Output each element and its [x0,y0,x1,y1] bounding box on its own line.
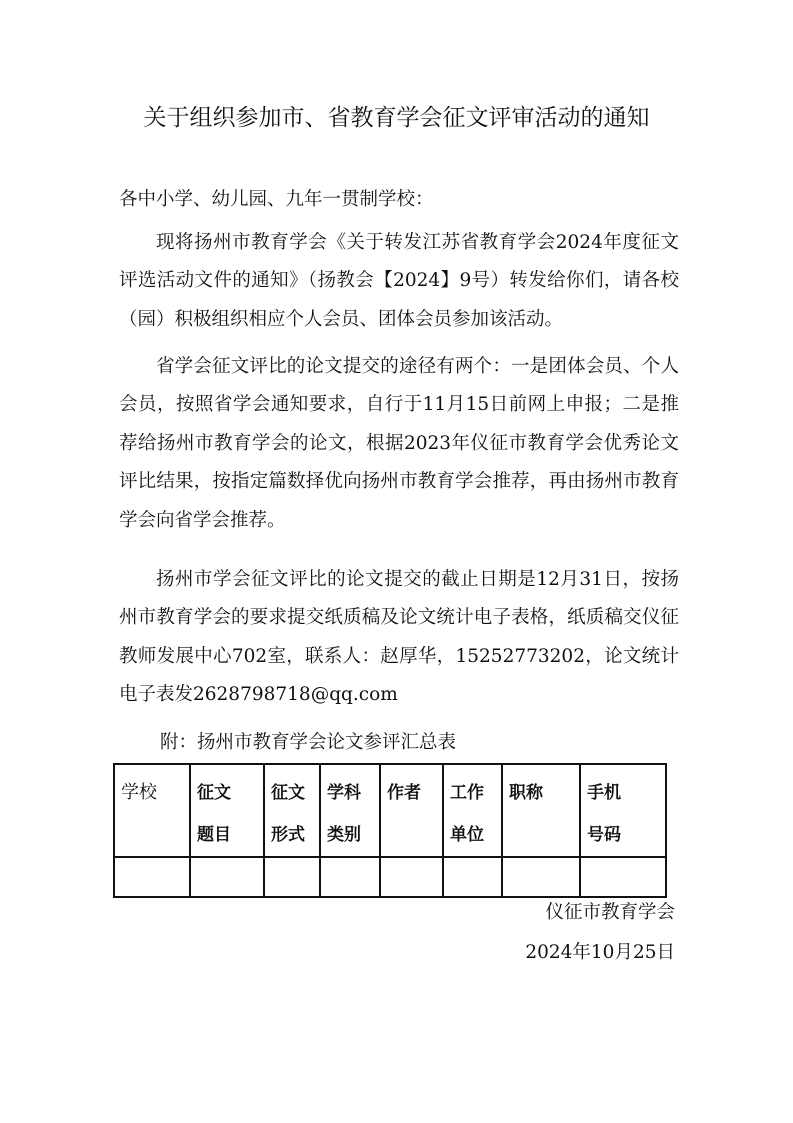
empty-cell [320,857,380,897]
paragraph-forwarding: 现将扬州市教育学会《关于转发江苏省教育学会2024年度征文评选活动文件的通知》（扬教会【2024】9号）转发给你们，请各校（园）积极组织相应个人会员、团体会员参加该活动。 [119,232,679,330]
empty-cell [443,857,502,897]
document-title: 关于组织参加市、省教育学会征文评审活动的通知 [143,105,650,131]
header-cell-mobile-number: 手机 号码 [580,764,666,857]
empty-cell [190,857,264,897]
signature-organization: 仪征市教育学会 [545,902,675,923]
header-cell-work-unit: 工作 单位 [443,764,502,857]
header-cell-essay-title: 征文 题目 [190,764,264,857]
header-cell-job-title: 职称 [502,764,580,857]
paragraph-submission-routes: 省学会征文评比的论文提交的途径有两个：一是团体会员、个人会员，按照省学会通知要求，自行于11月15日前网上申报；二是推荐给扬州市教育学会的论文，根据2023年仪征市教育学会优秀论文评比结果，按指定篇数择优向扬州市教育学会推荐，再由扬州市教育学会向省学会推荐。 [119,356,679,531]
header-cell-school: 学校 [114,764,190,857]
header-cell-subject-category: 学科 类别 [320,764,380,857]
header-cell-author: 作者 [380,764,443,857]
empty-cell [580,857,666,897]
empty-cell [264,857,320,897]
empty-cell [114,857,190,897]
header-cell-essay-form: 征文 形式 [264,764,320,857]
attachment-label: 附：扬州市教育学会论文参评汇总表 [160,732,457,753]
empty-cell [380,857,443,897]
salutation: 各中小学、幼儿园、九年一贯制学校： [119,189,434,210]
table-header-row [114,764,666,857]
summary-table [113,763,667,898]
table-row-empty [114,857,666,897]
empty-cell [502,857,580,897]
signature-date: 2024年10月25日 [525,942,675,963]
paragraph-deadline-contact: 扬州市学会征文评比的论文提交的截止日期是12月31日，按扬州市教育学会的要求提交纸质稿及论文统计电子表格，纸质稿交仪征教师发展中心702室，联系人：赵厚华，15252773202，论文统计电子表发2628798718@qq.com [119,569,679,706]
